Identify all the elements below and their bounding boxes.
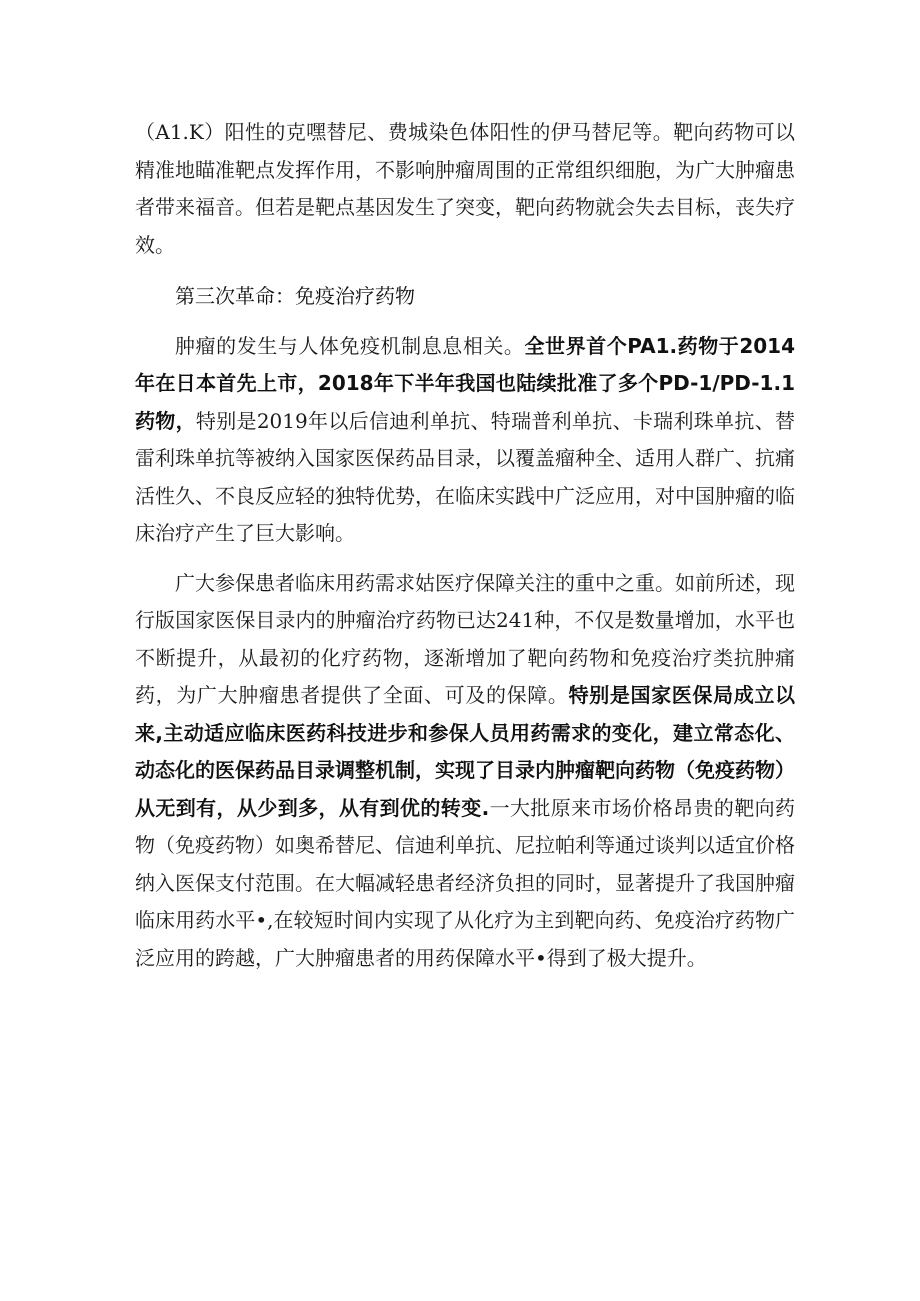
spacer <box>135 316 795 328</box>
paragraph-bold-text: 全世界首个PA1.药物于2014年在日本首先上市，2018年下半年我国也陆续批准了多个PD-1/PD-1.1药物， <box>135 333 796 433</box>
spacer <box>135 553 795 565</box>
paragraph-targeted-drugs <box>135 114 795 264</box>
paragraph-bold-text: 特别是国家医保局成立以来,主动适应临床医药科技进步和参保人员用药需求的变化，建立常态化、动态化的医保药品目录调整机制，实现了目录内肿瘤靶向药物（免疫药物）从无到有，从少到多，从有到优的转变. <box>135 683 796 820</box>
paragraph-rest-text: 一大批原来市场价格昂贵的靶向药物（免疫药物）如奥希替尼、信迪利单抗、尼拉帕利等通过谈判以适宜价格纳入医保支付范围。在大幅减轻患者经济负担的同时，显著提升了我国肿瘤临床用药水平•,在较短时间内实现了从化疗为主到靶向药、免疫治疗药物广泛应用的跨越，广大肿瘤患者的用药保障水平•得到了极大提升。 <box>135 795 795 970</box>
paragraph-insurance <box>135 565 795 978</box>
text-column <box>135 114 795 977</box>
paragraph-lead-text: 肿瘤的发生与人体免疫机制息息相关。 <box>175 333 525 358</box>
paragraph-immunotherapy <box>135 328 795 553</box>
paragraph-lead-text: 广大参保患者临床用药需求姑医疗保障关注的重中之重。如前所述，现行版国家医保目录内的肿瘤治疗药物已达241种，不仅是数量增加，水平也不断提升，从最初的化疗药物，逐渐增加了靶向药物和免疫治疗类抗肿痛药，为广大肿瘤患者提供了全面、可及的保障。 <box>135 570 795 707</box>
section-heading: 第三次革命：免疫治疗药物 <box>175 284 415 308</box>
paragraph-text: （A1.K）阳性的克嘿替尼、费城染色体阳性的伊马替尼等。靶向药物可以精准地瞄准靶点发挥作用，不影响肿瘤周围的正常组织细胞，为广大肿瘤患者带来福音。但若是靶点基因发生了突变，靶向药物就会失去目标，丧失疗效。 <box>135 120 795 257</box>
spacer <box>135 264 795 278</box>
paragraph-rest-text: 特别是2019年以后信迪利单抗、特瑞普利单抗、卡瑞利珠单抗、替雷利珠单抗等被纳入国家医保药品目录，以覆盖瘤种全、适用人群广、抗痛活性久、不良反应轻的独特优势，在临床实践中广泛应用，对中国肿瘤的临床治疗产生了巨大影响。 <box>135 408 796 545</box>
